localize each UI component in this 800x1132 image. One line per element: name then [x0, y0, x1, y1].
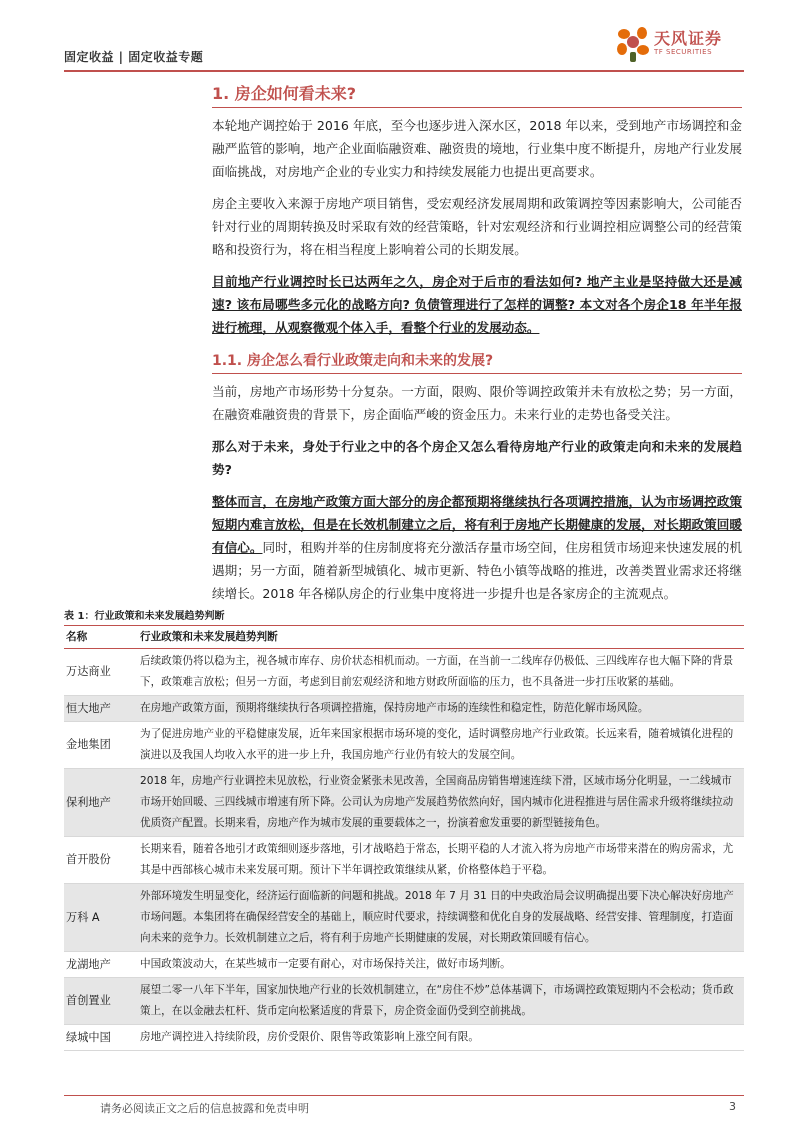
company-name-cell: 万达商业: [64, 648, 138, 695]
judgment-cell: 房地产调控进入持续阶段，房价受限价、限售等政策影响上涨空间有限。: [138, 1024, 744, 1050]
column-header-judgment: 行业政策和未来发展趋势判断: [138, 626, 744, 648]
main-content: [212, 80, 742, 614]
judgment-cell: 在房地产政策方面，预期将继续执行各项调控措施，保持房地产市场的连续性和稳定性，防范化解市场风险。: [138, 695, 744, 721]
table-row: [64, 768, 744, 836]
company-name-cell: 万科 A: [64, 883, 138, 951]
header-rule: [64, 70, 744, 72]
table-row: [64, 951, 744, 977]
underlined-text: 整体而言，在房地产政策方面大部分的房企都预期将继续执行各项调控措施，认为市场调控政策短期内难言放松，但是在长效机制建立之后，将有利于房地产长期健康的发展，对长期政策回暖有信心。: [212, 494, 742, 555]
section-heading-1-1: 1.1. 房企怎么看行业政策走向和未来的发展?: [212, 348, 742, 374]
paragraph: 当前，房地产市场形势十分复杂。一方面，限购、限价等调控政策并未有放松之势；另一方面，在融资难融资贵的背景下，房企面临严峻的资金压力。未来行业的走势也备受关注。: [212, 384, 742, 422]
column-header-name: 名称: [64, 626, 138, 648]
judgment-cell: 展望二零一八年下半年，国家加快地产行业的长效机制建立，在“房住不炒”总体基调下，市场调控政策短期内不会松动；货币政策上，在以金融去杠杆、货币定向松紧适度的背景下，房企资金面仍受到空前挑战。: [138, 977, 744, 1024]
section-heading-1: 1. 房企如何看未来?: [212, 80, 742, 108]
company-logo: [614, 22, 744, 66]
paragraph: 房企主要收入来源于房地产项目销售，受宏观经济发展周期和政策调控等因素影响大，公司能否针对行业的周期转换及时采取有效的经营策略，针对宏观经济和行业调控相应调整公司的经营策略和投资行为，将在相当程度上影响着公司的长期发展。: [212, 196, 742, 257]
judgment-cell: 长期来看，随着各地引才政策细则逐步落地，引才战略趋于常态，长期平稳的人才流入将为房地产市场带来潜在的购房需求，尤其是中西部核心城市未来发展可期。预计下半年调控政策继续从紧，价格整体趋于平稳。: [138, 836, 744, 883]
company-name-cell: 金地集团: [64, 721, 138, 768]
table-caption: 表 1：行业政策和未来发展趋势判断: [64, 608, 744, 626]
policy-table: [64, 626, 744, 1051]
page-number: 3: [729, 1100, 736, 1113]
logo-text: 天风证券: [654, 29, 723, 48]
paragraph: 本轮地产调控始于 2016 年底，至今也逐步进入深水区，2018 年以来，受到地产市场调控和金融严监管的影响，地产企业面临融资难、融资贵的境地，行业集中度不断提升，房地产行业发展面临挑战，对房地产企业的专业实力和持续发展能力也提出更高要求。: [212, 118, 742, 179]
footer-disclaimer: 请务必阅读正文之后的信息披露和免责申明: [100, 1102, 309, 1115]
company-name-cell: 绿城中国: [64, 1024, 138, 1050]
table-header-row: [64, 626, 744, 648]
logo-flower-icon: [614, 22, 652, 64]
table-row: [64, 883, 744, 951]
judgment-cell: 2018 年，房地产行业调控未见放松，行业资金紧张未见改善，全国商品房销售增速连续下滑，区域市场分化明显，一二线城市市场开始回暖、三四线城市增速有所下降。公司认为房地产发展趋势依然向好，国内城市化进程推进与居住需求升级将继续拉动优质资产配置。长期来看，房地产作为城市发展的重要载体之一，扮演着愈发重要的新型链接角色。: [138, 768, 744, 836]
company-name-cell: 龙湖地产: [64, 951, 138, 977]
underlined-text: 目前地产行业调控时长已达两年之久，房企对于后市的看法如何? 地产主业是坚持做大还是减速? 该布局哪些多元化的战略方向? 负债管理进行了怎样的调整? 本文对各个房企18 年半年报进行梳理，从观察微观个体入手，看整个行业的发展动态。: [212, 274, 742, 335]
summary-paragraph: [212, 490, 742, 605]
company-name-cell: 首创置业: [64, 977, 138, 1024]
table-row: [64, 836, 744, 883]
page-header: [64, 29, 744, 74]
company-name-cell: 保利地产: [64, 768, 138, 836]
company-name-cell: 恒大地产: [64, 695, 138, 721]
judgment-cell: 为了促进房地产业的平稳健康发展，近年来国家根据市场环境的变化，适时调整房地产行业政策。长远来看，随着城镇化进程的演进以及我国人均收入水平的进一步上升，我国房地产行业仍有较大的发展空间。: [138, 721, 744, 768]
key-questions-paragraph: [212, 270, 742, 339]
question-paragraph: 那么对于未来，身处于行业之中的各个房企又怎么看待房地产行业的政策走向和未来的发展趋势?: [212, 439, 742, 477]
table-row: [64, 648, 744, 695]
table-row: [64, 977, 744, 1024]
header-title: 固定收益 | 固定收益专题: [64, 50, 204, 64]
judgment-cell: 后续政策仍将以稳为主，视各城市库存、房价状态相机而动。一方面，在当前一二线库存仍极低、三四线库存也大幅下降的背景下，政策难言放松；但另一方面，考虑到目前宏观经济和地方财政所面临的压力，也不具备进一步打压收紧的基础。: [138, 648, 744, 695]
judgment-cell: 中国政策波动大，在某些城市一定要有耐心，对市场保持关注，做好市场判断。: [138, 951, 744, 977]
company-name-cell: 首开股份: [64, 836, 138, 883]
table-row: [64, 695, 744, 721]
policy-table-section: [64, 608, 744, 1051]
table-row: [64, 1024, 744, 1050]
logo-subtext: TF SECURITIES: [654, 48, 713, 56]
judgment-cell: 外部环境发生明显变化，经济运行面临新的问题和挑战。2018 年 7 月 31 日的中央政治局会议明确提出要下决心解决好房地产市场问题。本集团将在确保经营安全的基础上，顺应时代要求，持续调整和优化自身的发展战略、经营安排、管理制度，打造面向未来的竞争力。长效机制建立之后，将有利于房地产长期健康的发展，对长期政策回暖有信心。: [138, 883, 744, 951]
footer-rule: [64, 1095, 744, 1096]
paragraph-rest: 同时，租购并举的住房制度将充分激活存量市场空间，住房租赁市场迎来快速发展的机遇期；另一方面，随着新型城镇化、城市更新、特色小镇等战略的推进，改善类置业需求还将继续增长。2018 年各梯队房企的行业集中度将进一步提升也是各家房企的主流观点。: [212, 540, 743, 601]
table-row: [64, 721, 744, 768]
